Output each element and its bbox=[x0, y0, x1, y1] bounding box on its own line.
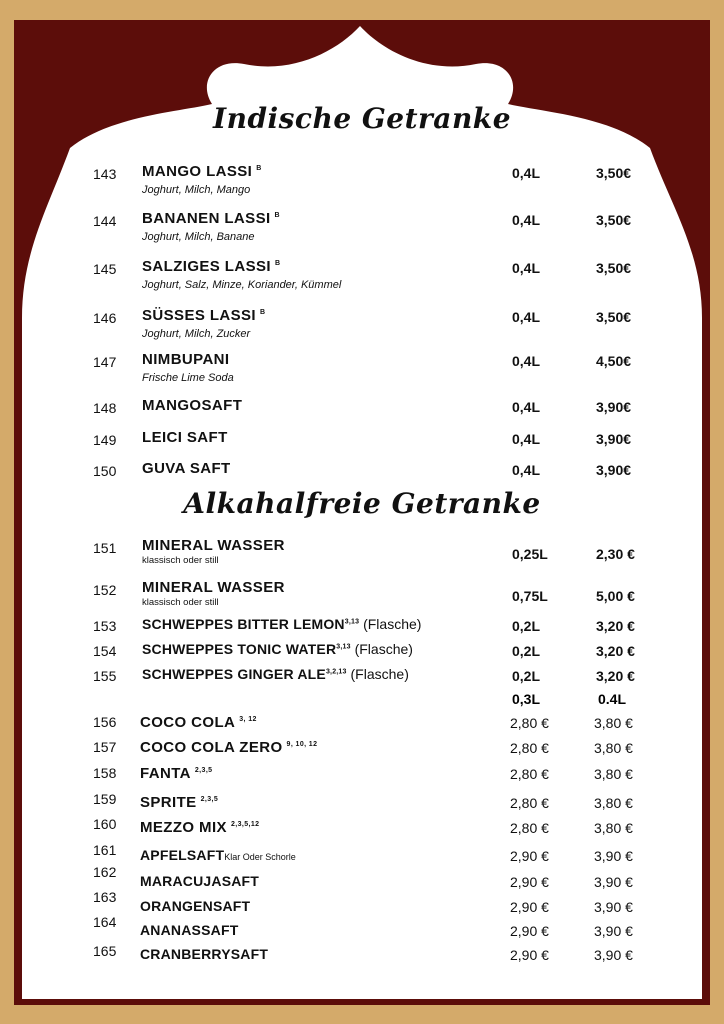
item-name bbox=[140, 739, 317, 756]
item-name-text: MANGOSAFT bbox=[142, 397, 243, 414]
allergen-note: 3,13 bbox=[336, 643, 351, 651]
price-0-4l: 3,80 € bbox=[594, 715, 633, 731]
item-number: 155 bbox=[93, 668, 117, 684]
item-name bbox=[140, 922, 238, 938]
item-container-note: (Flasche) bbox=[359, 616, 422, 632]
item-name bbox=[142, 616, 421, 632]
item-price: 3,50€ bbox=[596, 212, 632, 228]
item-name bbox=[140, 794, 218, 811]
item-description: klassisch oder still bbox=[142, 597, 219, 608]
item-size: 0,4L bbox=[512, 353, 541, 369]
item-price: 3,50€ bbox=[596, 260, 632, 276]
price-0-3l: 2,80 € bbox=[510, 820, 549, 836]
item-name bbox=[142, 258, 280, 275]
item-name-text: MANGO LASSI bbox=[142, 163, 253, 180]
price-0-4l: 3,90 € bbox=[594, 923, 633, 939]
size-header-0-4l: 0.4L bbox=[598, 691, 627, 707]
item-size: 0,25L bbox=[512, 546, 548, 562]
item-name-text: SALZIGES LASSI bbox=[142, 258, 271, 275]
item-price: 3,90€ bbox=[596, 399, 632, 415]
item-number: 145 bbox=[93, 261, 117, 277]
item-size: 0,2L bbox=[512, 643, 541, 659]
price-0-4l: 3,90 € bbox=[594, 848, 633, 864]
price-0-3l: 2,90 € bbox=[510, 848, 549, 864]
allergen-note: B bbox=[260, 309, 266, 316]
item-number: 149 bbox=[93, 432, 117, 448]
item-name bbox=[140, 714, 257, 731]
price-0-3l: 2,90 € bbox=[510, 923, 549, 939]
item-name bbox=[142, 429, 228, 446]
item-container-note: (Flasche) bbox=[346, 666, 409, 682]
item-price: 3,90€ bbox=[596, 462, 632, 478]
item-description: klassisch oder still bbox=[142, 555, 219, 566]
item-name-text: SCHWEPPES TONIC WATER bbox=[142, 641, 337, 657]
indian-drinks-title: Indische Getranke bbox=[212, 102, 512, 135]
item-number: 153 bbox=[93, 618, 117, 634]
item-name-text: MINERAL WASSER bbox=[142, 579, 285, 596]
item-name bbox=[140, 898, 250, 914]
price-0-3l: 2,90 € bbox=[510, 874, 549, 890]
item-price: 3,20 € bbox=[596, 643, 635, 659]
item-name bbox=[142, 307, 265, 324]
item-number: 159 bbox=[93, 791, 117, 807]
item-name-text: CRANBERRYSAFT bbox=[140, 946, 269, 962]
item-number: 158 bbox=[93, 765, 117, 781]
item-number: 163 bbox=[93, 889, 117, 905]
item-number: 160 bbox=[93, 816, 117, 832]
allergen-note: 2,3,5 bbox=[200, 796, 219, 803]
price-0-3l: 2,80 € bbox=[510, 795, 549, 811]
item-price: 3,50€ bbox=[596, 165, 632, 181]
allergen-note: B bbox=[256, 165, 262, 172]
item-description: Joghurt, Milch, Zucker bbox=[142, 328, 251, 340]
allergen-note: B bbox=[274, 260, 281, 267]
price-0-3l: 2,90 € bbox=[510, 947, 549, 963]
item-name-text: BANANEN LASSI bbox=[142, 210, 271, 227]
item-size: 0,2L bbox=[512, 668, 541, 684]
price-0-4l: 3,90 € bbox=[594, 874, 633, 890]
item-name-text: NIMBUPANI bbox=[142, 351, 230, 368]
item-number: 161 bbox=[93, 842, 117, 858]
price-0-4l: 3,80 € bbox=[594, 740, 633, 756]
price-0-4l: 3,80 € bbox=[594, 766, 633, 782]
price-0-3l: 2,80 € bbox=[510, 715, 549, 731]
item-name-text: MEZZO MIX bbox=[140, 819, 227, 836]
item-name-text: MARACUJASAFT bbox=[140, 873, 260, 889]
item-name-text: SCHWEPPES BITTER LEMON bbox=[142, 616, 345, 632]
item-price: 5,00 € bbox=[596, 588, 635, 604]
item-size: 0,75L bbox=[512, 588, 548, 604]
item-size: 0,2L bbox=[512, 618, 541, 634]
price-0-4l: 3,80 € bbox=[594, 820, 633, 836]
item-number: 165 bbox=[93, 943, 117, 959]
item-number: 154 bbox=[93, 643, 117, 659]
allergen-note: 9, 10, 12 bbox=[286, 741, 318, 748]
item-name bbox=[142, 210, 280, 227]
item-name-text: LEICI SAFT bbox=[142, 429, 228, 446]
item-number: 162 bbox=[93, 864, 117, 880]
item-number: 164 bbox=[93, 914, 117, 930]
item-size: 0,4L bbox=[512, 165, 541, 181]
item-name bbox=[142, 397, 242, 414]
item-name bbox=[142, 579, 285, 596]
item-number: 152 bbox=[93, 582, 117, 598]
item-size: 0,4L bbox=[512, 309, 541, 325]
item-name-text: ANANASSAFT bbox=[140, 922, 239, 938]
item-name bbox=[142, 666, 409, 682]
item-name bbox=[142, 351, 229, 368]
allergen-note: 3,13 bbox=[344, 618, 360, 626]
item-number: 150 bbox=[93, 463, 117, 479]
item-description: Joghurt, Milch, Mango bbox=[142, 184, 251, 196]
price-0-3l: 2,90 € bbox=[510, 899, 549, 915]
item-number: 151 bbox=[93, 540, 117, 556]
price-0-4l: 3,90 € bbox=[594, 899, 633, 915]
item-price: 3,20 € bbox=[596, 618, 635, 634]
item-name-text: SPRITE bbox=[140, 794, 197, 811]
item-number: 156 bbox=[93, 714, 117, 730]
item-name bbox=[140, 946, 268, 962]
item-number: 147 bbox=[93, 354, 117, 370]
price-0-3l: 2,80 € bbox=[510, 766, 549, 782]
item-name-text: COCO COLA bbox=[140, 714, 236, 731]
item-name bbox=[142, 537, 285, 554]
size-header-0-3l: 0,3L bbox=[512, 691, 541, 707]
item-name bbox=[140, 873, 259, 889]
item-number: 146 bbox=[93, 310, 117, 326]
item-price: 3,50€ bbox=[596, 309, 632, 325]
item-name bbox=[142, 460, 231, 477]
item-description: Klar Oder Schorle bbox=[224, 852, 296, 862]
item-number: 157 bbox=[93, 739, 117, 755]
allergen-note: B bbox=[274, 212, 281, 219]
item-size: 0,4L bbox=[512, 431, 541, 447]
item-price: 3,20 € bbox=[596, 668, 635, 684]
item-price: 2,30 € bbox=[596, 546, 635, 562]
item-price: 4,50€ bbox=[596, 353, 632, 369]
item-name-text: COCO COLA ZERO bbox=[140, 739, 283, 756]
item-name-text: SÜSSES LASSI bbox=[142, 307, 256, 324]
item-description: Frische Lime Soda bbox=[142, 372, 234, 384]
item-name-text: ORANGENSAFT bbox=[140, 898, 251, 914]
price-0-4l: 3,90 € bbox=[594, 947, 633, 963]
allergen-note: 2,3,5,12 bbox=[230, 821, 260, 828]
item-name-text: APFELSAFT bbox=[140, 847, 225, 863]
item-name-text: MINERAL WASSER bbox=[142, 537, 285, 554]
item-name-text: SCHWEPPES GINGER ALE bbox=[142, 666, 326, 682]
item-name bbox=[140, 765, 212, 782]
item-size: 0,4L bbox=[512, 212, 541, 228]
item-name bbox=[142, 641, 413, 657]
allergen-note: 3, 12 bbox=[239, 716, 257, 723]
item-description: Joghurt, Milch, Banane bbox=[142, 231, 255, 243]
item-size: 0,4L bbox=[512, 260, 541, 276]
item-number: 144 bbox=[93, 213, 117, 229]
nonalcoholic-drinks-title: Alkahalfreie Getranke bbox=[183, 487, 541, 520]
item-size: 0,4L bbox=[512, 399, 541, 415]
item-name-text: FANTA bbox=[140, 765, 191, 782]
allergen-note: 3,2,13 bbox=[325, 668, 347, 676]
item-price: 3,90€ bbox=[596, 431, 632, 447]
price-0-3l: 2,80 € bbox=[510, 740, 549, 756]
item-container-note: (Flasche) bbox=[350, 641, 413, 657]
item-number: 148 bbox=[93, 400, 117, 416]
item-size: 0,4L bbox=[512, 462, 541, 478]
item-description: Joghurt, Salz, Minze, Koriander, Kümmel bbox=[142, 279, 342, 291]
item-number: 143 bbox=[93, 166, 117, 182]
price-0-4l: 3,80 € bbox=[594, 795, 633, 811]
item-name bbox=[140, 819, 259, 836]
item-name bbox=[140, 847, 296, 863]
allergen-note: 2,3,5 bbox=[194, 767, 213, 774]
item-name bbox=[142, 163, 262, 180]
item-name-text: GUVA SAFT bbox=[142, 460, 231, 477]
